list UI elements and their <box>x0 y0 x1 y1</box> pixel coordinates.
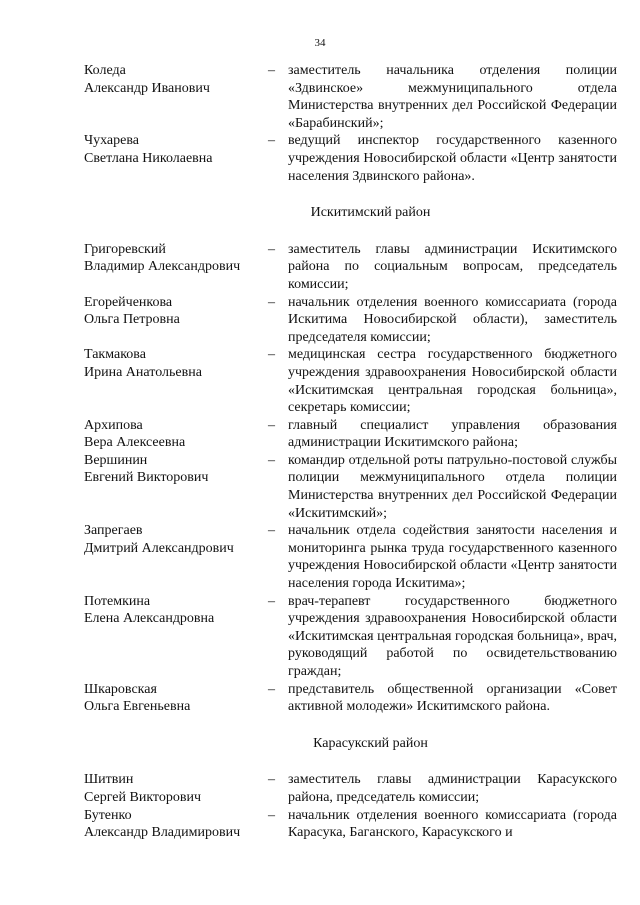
member-role: заместитель начальника отделения полиции «Здвинское» межмуниципального отдела Министерства внутренних дел Российской Федерации «Барабинский»; <box>288 63 617 131</box>
member-given-names: Александр Владимирович <box>84 825 241 841</box>
member-given-names: Евгений Викторович <box>84 470 209 486</box>
member-dash: – <box>268 452 275 468</box>
member-surname: Шитвин <box>84 772 134 788</box>
member-dash: – <box>268 417 275 433</box>
member-name <box>84 132 268 167</box>
member-entry <box>84 771 617 806</box>
member-entry <box>84 593 617 681</box>
member-dash: – <box>268 133 275 149</box>
member-given-names: Ольга Евгеньевна <box>84 699 191 715</box>
member-name <box>84 62 268 97</box>
member-given-names: Дмитрий Александрович <box>84 540 234 556</box>
member-role: заместитель главы администрации Карасукского района, председатель комиссии; <box>288 772 617 805</box>
member-entry <box>84 452 617 522</box>
member-role: главный специалист управления образования администрации Искитимского района; <box>288 417 617 451</box>
member-role: начальник отделения военного комиссариата (города Искитима Новосибирской области), заместитель председателя комиссии; <box>288 294 617 345</box>
member-given-names: Ольга Петровна <box>84 312 180 328</box>
member-role: ведущий инспектор государственного казенного учреждения Новосибирской области «Центр занятости населения Здвинского района». <box>288 133 617 184</box>
member-surname: Вершинин <box>84 452 148 468</box>
member-entry <box>84 807 617 842</box>
member-name <box>84 417 268 452</box>
commission-section <box>84 735 617 842</box>
member-given-names: Елена Александровна <box>84 611 215 627</box>
member-surname: Потемкина <box>84 593 151 609</box>
member-name <box>84 593 268 628</box>
member-name <box>84 241 268 276</box>
member-role: представитель общественной организации «Совет активной молодежи» Искитимского района. <box>288 681 617 715</box>
member-given-names: Владимир Александрович <box>84 259 241 275</box>
member-dash: – <box>268 241 275 257</box>
member-name <box>84 452 268 487</box>
member-dash: – <box>268 63 275 78</box>
member-dash: – <box>268 347 275 363</box>
document-body <box>84 62 617 842</box>
commission-section <box>84 62 617 185</box>
member-surname: Егорейченкова <box>84 294 173 310</box>
member-dash: – <box>268 807 275 823</box>
member-role: начальник отделения военного комиссариата (города Карасука, Баганского, Карасукского и <box>288 807 617 841</box>
member-surname: Запрегаев <box>84 523 143 539</box>
member-given-names: Вера Алексеевна <box>84 435 186 451</box>
member-entry <box>84 417 617 452</box>
member-entry <box>84 346 617 416</box>
district-title: Искитимский район <box>310 205 431 221</box>
member-surname: Чухарева <box>84 133 139 149</box>
member-dash: – <box>268 593 275 609</box>
member-surname: Архипова <box>84 417 143 433</box>
member-given-names: Сергей Викторович <box>84 789 202 805</box>
member-given-names: Александр Иванович <box>84 80 210 96</box>
member-entry <box>84 132 617 185</box>
member-role: медицинская сестра государственного бюджетного учреждения здравоохранения Новосибирской области «Искитимская центральная городская больница», секретарь комиссии; <box>288 347 617 416</box>
member-name <box>84 807 268 842</box>
member-name <box>84 522 268 557</box>
member-name <box>84 771 268 806</box>
member-name <box>84 346 268 381</box>
member-dash: – <box>268 294 275 310</box>
member-role: врач-терапевт государственного бюджетного учреждения здравоохранения Новосибирской области «Искитимская центральная городская больница», врач, руководящий работой по освидетельствованию граждан; <box>288 593 617 679</box>
member-entry <box>84 522 617 592</box>
member-surname: Григоревский <box>84 241 166 257</box>
member-entry <box>84 294 617 347</box>
member-role: командир отдельной роты патрульно-постовой службы полиции межмуниципального отдела полиции Министерства внутренних дел Российской Федерации «Искитимский»; <box>288 452 617 521</box>
member-role: заместитель главы администрации Искитимского района по социальным вопросам, председатель комиссии; <box>288 241 617 292</box>
district-title: Карасукский район <box>313 735 428 751</box>
member-surname: Такмакова <box>84 347 146 363</box>
member-name <box>84 294 268 329</box>
member-entry <box>84 62 617 132</box>
member-given-names: Ирина Анатольевна <box>84 364 202 380</box>
member-entry <box>84 681 617 716</box>
member-surname: Бутенко <box>84 807 132 823</box>
member-dash: – <box>268 772 275 788</box>
member-role: начальник отдела содействия занятости населения и мониторинга рынка труда государственного казенного учреждения Новосибирской области «Центр занятости населения города Искитима»; <box>288 523 617 592</box>
member-entry <box>84 241 617 294</box>
member-given-names: Светлана Николаевна <box>84 150 213 166</box>
member-dash: – <box>268 681 275 697</box>
member-dash: – <box>268 523 275 539</box>
member-name <box>84 681 268 716</box>
member-surname: Коледа <box>84 63 126 78</box>
page-number: 34 <box>314 37 326 49</box>
member-surname: Шкаровская <box>84 681 157 697</box>
commission-section <box>84 204 617 716</box>
